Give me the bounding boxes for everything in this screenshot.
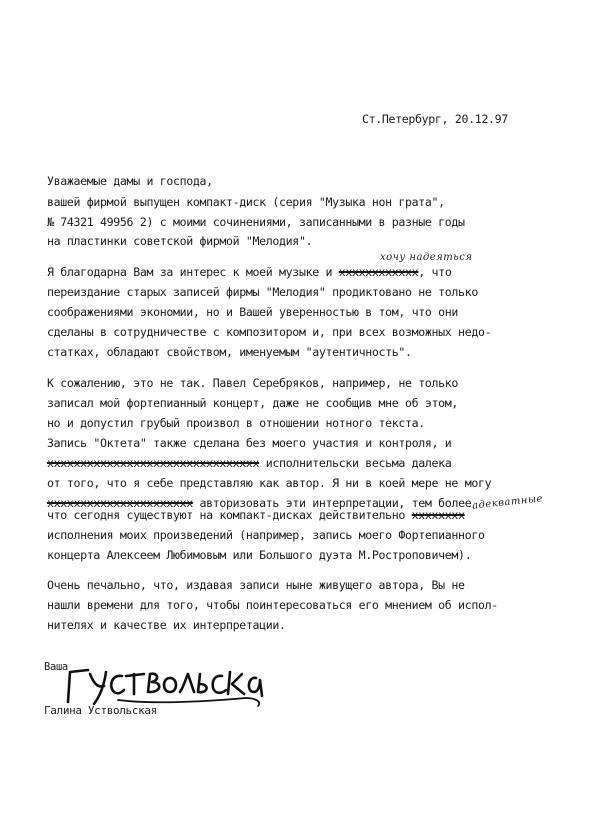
paragraph4-line1: Очень печально, что, издавая записи ныне живущего автора, Вы не xyxy=(47,578,465,592)
paragraph3-line7: хххххххххххххххххххххх авторизовать эти интерпретации, тем более xyxy=(47,496,472,510)
greeting: Уважаемые дамы и господа, xyxy=(47,174,213,188)
paragraph2-line5: статках, обладают свойством, именуемым "аутентичность". xyxy=(47,345,412,359)
paragraph4-line3: нителях и качестве их интерпретации. xyxy=(47,618,286,632)
handwritten-insertion-2: адекватные xyxy=(471,493,544,512)
place-date: Ст.Петербург, 20.12.97 xyxy=(362,112,508,126)
paragraph1-line1: вашей фирмой выпущен компакт-диск (серия "Музыка нон грата", xyxy=(47,195,445,209)
paragraph1-line2: № 74321 49956 2) с моими сочинениями, записанными в разные годы xyxy=(47,215,465,229)
paragraph2-line4: сделаны в сотрудничестве с композитором и, при всех возможных недо- xyxy=(47,325,492,339)
paragraph3-line8: что сегодня существуют на компакт-дисках действительно хххххххх xyxy=(47,508,465,522)
closing-salutation: Ваша xyxy=(44,661,68,673)
paragraph2-line2: переиздание старых записей фирмы "Мелодия" продиктовано не только xyxy=(47,285,478,299)
paragraph3-line10: концерта Алексеем Любимовым или Большого дуэта М.Ростроповичем). xyxy=(47,548,472,562)
paragraph2-line3: соображениями экономии, но и Вашей уверенностью в том, что они xyxy=(47,305,459,319)
paragraph3-line6: от того, что я себе представляю как автор. Я ни в коей мере не могу xyxy=(47,476,492,490)
paragraph3-line3: но и допустил грубый произвол в отношении нотного текста. xyxy=(47,416,425,430)
struck-out-text: хххххххххххххххххххххххххххххххх xyxy=(47,456,260,470)
paragraph3-line4: Запись "Октета" также сделана без моего участия и контроля, и xyxy=(47,436,452,450)
paragraph3-line5: хххххххххххххххххххххххххххххххх исполнительски весьма далека xyxy=(47,456,452,470)
author-name: Галина Уствольская xyxy=(44,704,157,717)
struck-out-text: хххххххххххх xyxy=(338,265,419,279)
paragraph2-line1: Я благодарна Вам за интерес к моей музыке и хххххххххххх, что xyxy=(47,265,452,279)
struck-out-text: хххххххх xyxy=(411,508,465,522)
paragraph3-line1: К сожалению, это не так. Павел Серебряков, например, не только xyxy=(47,376,459,390)
paragraph3-line2: записал мой фортепианный концерт, даже не сообщив мне об этом, xyxy=(47,396,459,410)
paragraph3-line9: исполнения моих произведений (например, запись моего Фортепианного xyxy=(47,528,485,542)
struck-out-text: хххххххххххххххххххххх xyxy=(47,496,193,510)
paragraph4-line2: нашли времени для того, чтобы поинтересоваться его мнением об испол- xyxy=(47,598,498,612)
handwritten-signature xyxy=(60,662,270,710)
handwritten-insertion-1: хочу надеяться xyxy=(380,252,473,263)
paragraph1-line3: на пластинки советской фирмой "Мелодия". xyxy=(47,234,313,248)
